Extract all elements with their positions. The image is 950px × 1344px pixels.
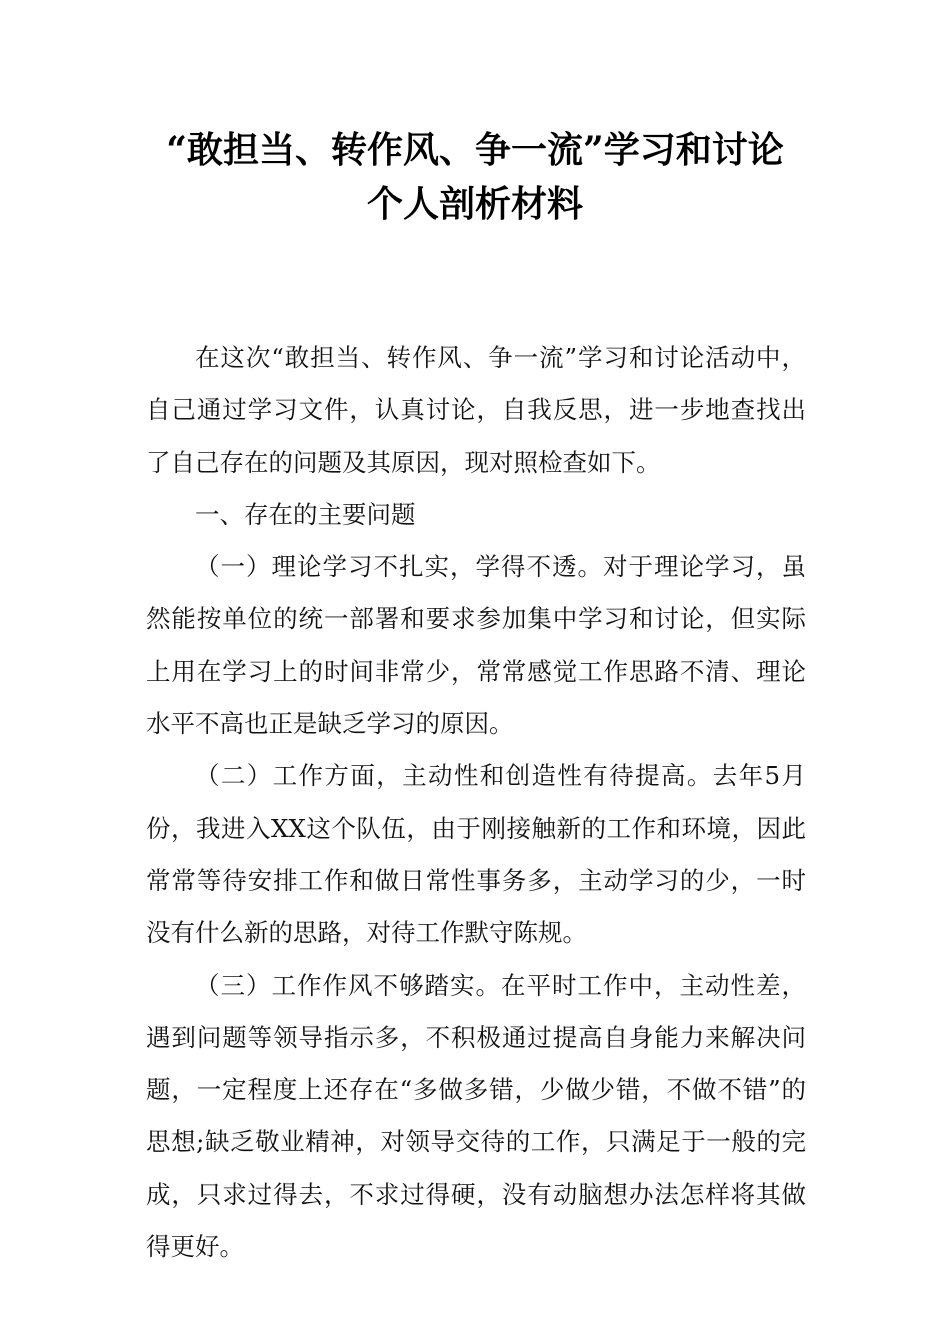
paragraph-problem-3: （三）工作作风不够踏实。在平时工作中，主动性差，遇到问题等领导指示多，不积极通过提高自身能力来解决问题，一定程度上还存在“多做多错，少做少错，不做不错”的思想;缺乏敬业精神，对领导交待的工作，只满足于一般的完成，只求过得去，不求过得硬，没有动脑想办法怎样将其做得更好。 (146, 970, 806, 1262)
document-title (0, 123, 950, 231)
title-line-1: “敢担当、转作风、争一流”学习和讨论 (166, 129, 784, 171)
paragraph-problem-1: （一）理论学习不扎实，学得不透。对于理论学习，虽然能按单位的统一部署和要求参加集中学习和讨论，但实际上用在学习上的时间非常少，常常感觉工作思路不清、理论水平不高也正是缺乏学习的原因。 (146, 552, 806, 739)
section-heading-main-problems: 一、存在的主要问题 (195, 499, 416, 529)
document-body (146, 332, 806, 1273)
title-line-2: 个人剖析材料 (366, 183, 583, 225)
paragraph-intro: 在这次“敢担当、转作风、争一流”学习和讨论活动中，自己通过学习文件，认真讨论，自我反思，进一步地查找出了自己存在的问题及其原因，现对照检查如下。 (146, 343, 806, 477)
paragraph-problem-2: （二）工作方面，主动性和创造性有待提高。去年5月份，我进入XX这个队伍，由于刚接触新的工作和环境，因此常常等待安排工作和做日常性事务多，主动学习的少，一时没有什么新的思路，对待工作默守陈规。 (146, 761, 806, 948)
